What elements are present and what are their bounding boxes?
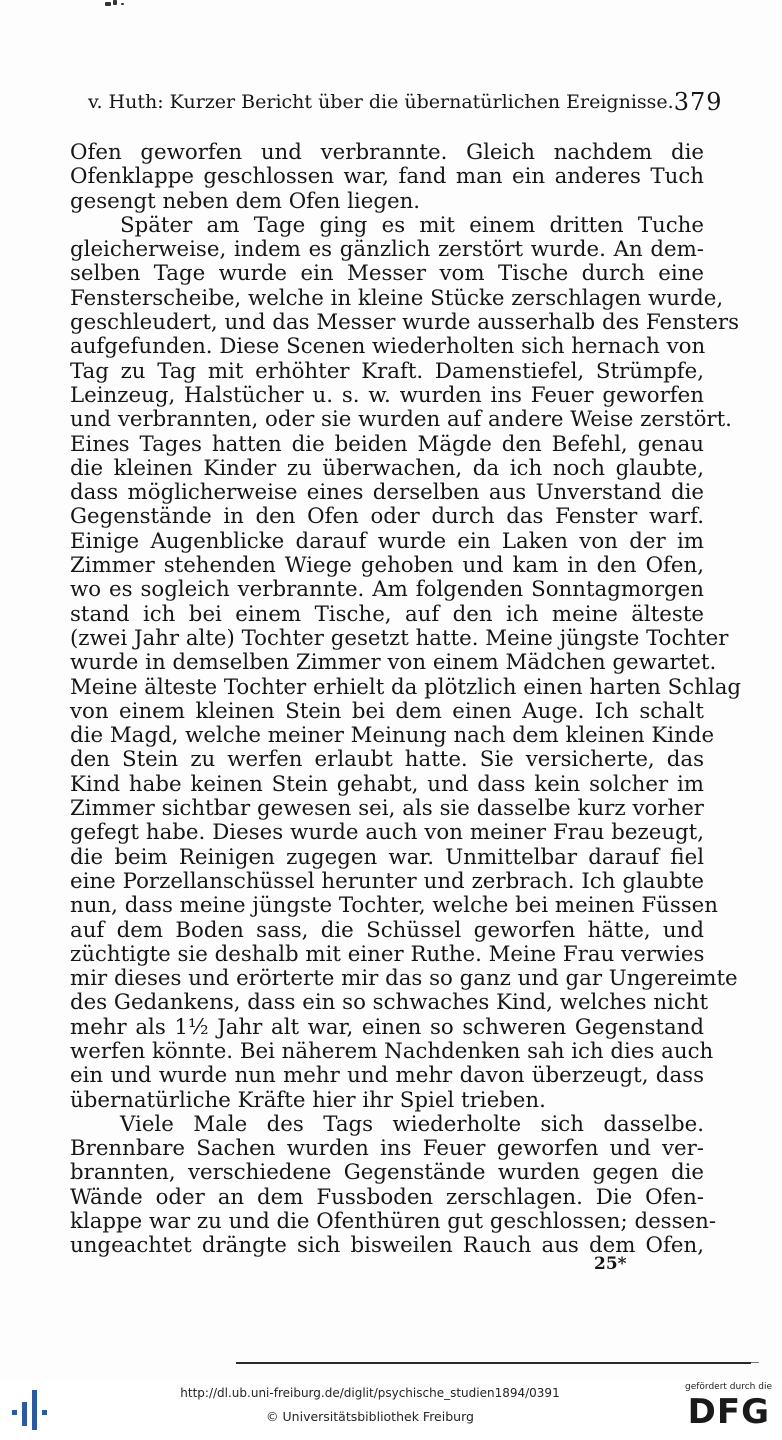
text-line: Meine älteste Tochter erhielt da plötzlich einen harten Schlag [70, 674, 742, 700]
text-line: Eines Tages hatten die beiden Mägde den Befehl, genau [70, 431, 704, 457]
text-line: Leinzeug, Halstücher u. s. w. wurden ins Feuer geworfen [70, 382, 704, 408]
text-line: Einige Augenblicke darauf wurde ein Laken von der im [70, 528, 704, 554]
text-line: mehr als 1½ Jahr alt war, einen so schweren Gegenstand [70, 1014, 704, 1040]
text-line: von einem kleinen Stein bei dem einen Auge. Ich schalt [70, 698, 704, 724]
text-line: Viele Male des Tags wiederholte sich dasselbe. [120, 1111, 704, 1137]
text-line: die Magd, welche meiner Meinung nach dem kleinen Kinde [70, 723, 715, 749]
text-line: nun, dass meine jüngste Tochter, welche bei meinen Füssen [70, 893, 718, 919]
body-text [70, 140, 742, 1259]
text-line: brannten, verschiedene Gegenstände wurden gegen die [70, 1160, 704, 1186]
page-number: 379 [673, 88, 723, 116]
text-line: gleicherweise, indem es gänzlich zerstört wurde. An dem- [70, 237, 704, 263]
text-line: gesengt neben dem Ofen liegen. [70, 188, 421, 214]
text-line: Kind habe keinen Stein gehabt, und dass kein solcher im [70, 771, 704, 797]
text-line: Gegenstände in den Ofen oder durch das Fenster warf. [70, 504, 704, 530]
text-line: die kleinen Kinder zu überwachen, da ich noch glaubte, [70, 455, 704, 481]
text-line: Ofen geworfen und verbrannte. Gleich nachdem die [70, 140, 704, 165]
text-line: wurde in demselben Zimmer von einem Mädchen gewartet. [70, 650, 717, 676]
text-line: Tag zu Tag mit erhöhter Kraft. Damenstiefel, Strümpfe, [70, 358, 704, 384]
source-url-link[interactable]: http://dl.ub.uni-freiburg.de/diglit/psychische_studien1894/0391 [180, 1386, 560, 1400]
text-line: züchtigte sie deshalb mit einer Ruthe. Meine Frau verwies [70, 941, 705, 967]
text-line: ungeachtet drängte sich bisweilen Rauch aus dem Ofen, [70, 1233, 704, 1259]
text-line: Brennbare Sachen wurden ins Feuer geworfen und ver- [70, 1136, 704, 1162]
text-line: (zwei Jahr alte) Tochter gesetzt hatte. Meine jüngste Tochter [70, 625, 729, 651]
university-library-logo-icon [12, 1388, 52, 1432]
text-line: gefegt habe. Dieses wurde auch von meiner Frau bezeugt, [70, 820, 704, 846]
text-line: des Gedankens, dass ein so schwaches Kind, welches nicht [70, 990, 709, 1016]
running-head-title: v. Huth: Kurzer Bericht über die übernatürlichen Ereignisse. [88, 91, 674, 113]
text-line: den Stein zu werfen erlaubt hatte. Sie versicherte, das [70, 747, 704, 773]
text-line: Ofenklappe geschlossen war, fand man ein anderes Tuch [70, 164, 704, 190]
text-line: aufgefunden. Diese Scenen wiederholten sich hernach von [70, 334, 706, 360]
text-line: Zimmer sichtbar gewesen sei, als sie dasselbe kurz vorher [70, 796, 704, 822]
footer-bar [0, 1380, 782, 1440]
text-line: mir dieses und erörterte mir das so ganz und gar Ungereimte [70, 966, 738, 992]
footer-rule-tail [751, 1362, 759, 1363]
copyright-notice: © Universitätsbibliothek Freiburg [266, 1409, 474, 1424]
text-line: Wände oder an dem Fussboden zerschlagen. Die Ofen- [70, 1184, 704, 1210]
text-line: Fensterscheibe, welche in kleine Stücke zerschlagen wurde, [70, 285, 724, 311]
text-line: stand ich bei einem Tische, auf den ich meine älteste [70, 601, 704, 627]
scan-smudge [105, 0, 135, 8]
dfg-logo-icon: DFG [687, 1392, 770, 1432]
text-line: werfen könnte. Bei näherem Nachdenken sah ich dies auch [70, 1038, 714, 1064]
text-line: auf dem Boden sass, die Schüssel geworfen hätte, und [70, 917, 704, 943]
funder-caption: gefördert durch die [685, 1382, 772, 1392]
text-line: klappe war zu und die Ofenthüren gut geschlossen; dessen- [70, 1209, 717, 1235]
text-line: dass möglicherweise eines derselben aus Unverstand die [70, 480, 704, 506]
footer-rule [236, 1362, 751, 1364]
text-line: übernatürliche Kräfte hier ihr Spiel trieben. [70, 1087, 546, 1113]
text-line: die beim Reinigen zugegen war. Unmittelbar darauf fiel [70, 844, 704, 870]
running-head [88, 88, 723, 116]
text-line: Später am Tage ging es mit einem dritten Tuche [120, 212, 704, 238]
text-line: ein und wurde nun mehr und mehr davon überzeugt, dass [70, 1063, 704, 1089]
text-line: geschleudert, und das Messer wurde ausserhalb des Fensters [70, 310, 740, 336]
text-line: Zimmer stehenden Wiege gehoben und kam in den Ofen, [70, 553, 704, 579]
signature-mark: 25* [594, 1254, 627, 1274]
text-line: eine Porzellanschüssel herunter und zerbrach. Ich glaubte [70, 868, 704, 894]
text-line: selben Tage wurde ein Messer vom Tische durch eine [70, 261, 704, 287]
text-line: und verbrannten, oder sie wurden auf andere Weise zerstört. [70, 407, 732, 433]
text-line: wo es sogleich verbrannte. Am folgenden Sonntagmorgen [70, 577, 704, 603]
